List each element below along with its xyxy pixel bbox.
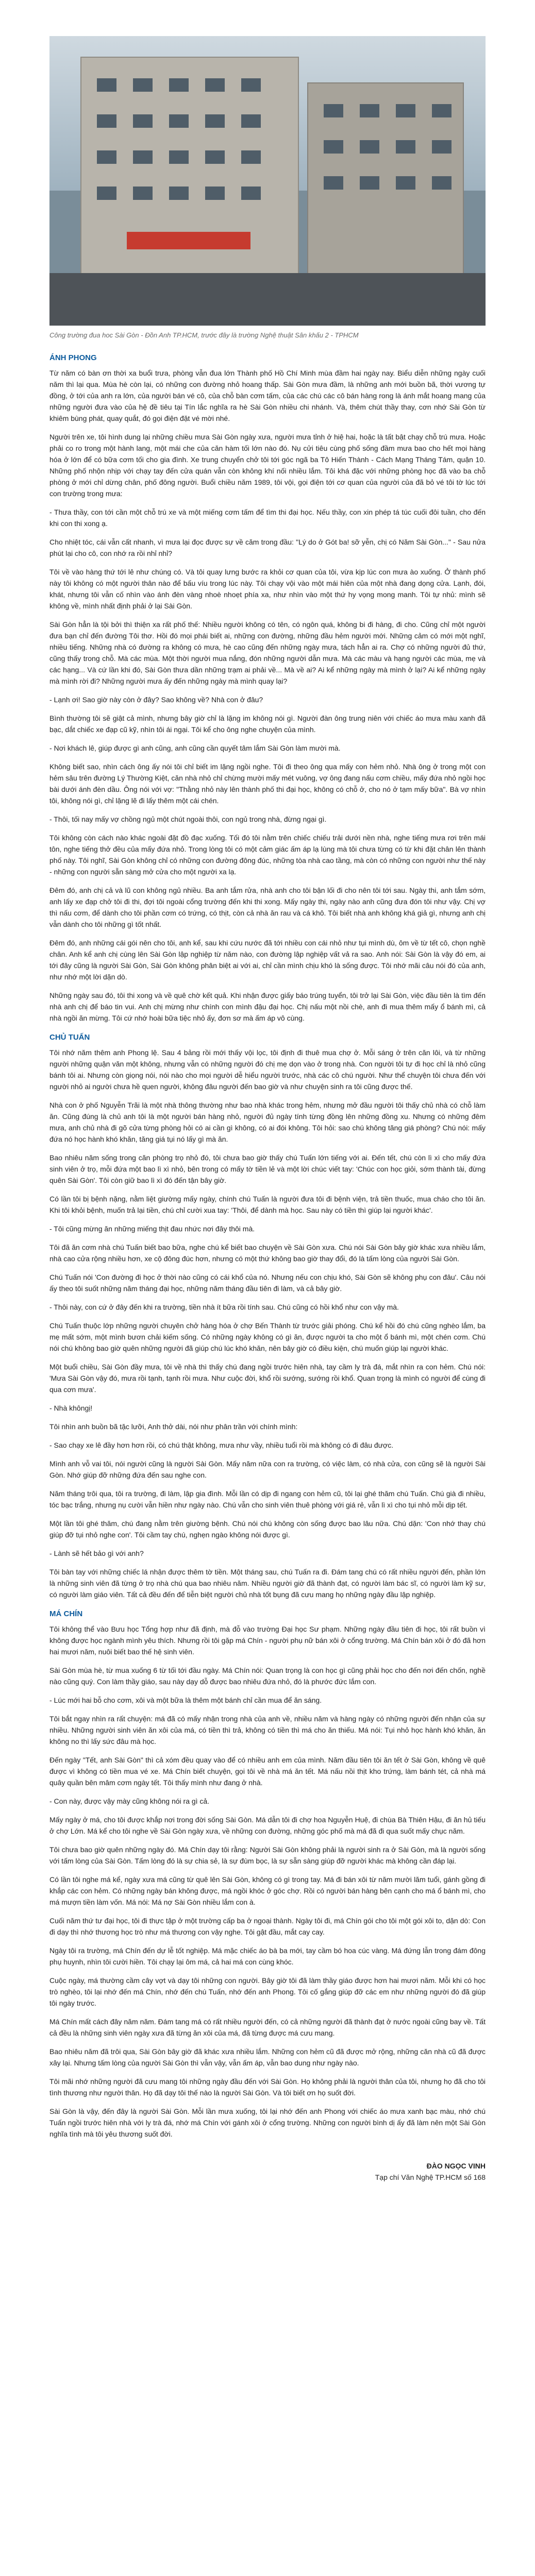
signature	[49, 2160, 486, 2183]
article	[49, 36, 486, 2183]
paragraph: Chú Tuấn nói 'Con đường đi học ở thời nào cũng có cái khổ của nó. Nhưng nếu con chịu khó, Sài Gòn sẽ không phụ con đâu'. Câu nói ấy theo tôi suốt những năm tháng đại học, những năm tháng đầu tiên đi làm, và cả bây giờ.	[49, 1273, 486, 1293]
paragraph: Không biết sao, nhìn cách ông ấy nói tôi chỉ biết im lặng ngồi nghe. Tôi đi theo ông qua mấy con hẻm nhỏ. Nhà ông ở trong một con hẻm sâu trên đường Lý Thường Kiệt, căn nhà nhỏ chỉ chừng mười mấy mét vuông, vợ ông đang nấu cơm chiều, mấy đứa nhỏ ngồi học bài dưới ánh đèn dầu. Ông nói với vợ: "Thằng nhỏ này lên thành phố thi đại học, không có chỗ ở, cho nó ở tạm mấy bữa". Bà vợ nhìn tôi, không nói gì, chỉ lặng lẽ đi lấy thêm một cái chén.	[49, 762, 486, 805]
paragraph: Đến ngày "Tết, anh Sài Gòn" thì cả xóm đều quay vào để có nhiều anh em của mình. Năm đầu tiên tôi ăn tết ở Sài Gòn, không về quê được vì không có tiền mua vé xe. Má Chín biết chuyện, gọi tôi về nhà má ăn tết. Má nấu nồi thịt kho trứng, làm bánh tét, cả nhà má quây quần bên mâm cơm ngày tết. Tôi thấy mình như đang ở nhà.	[49, 1756, 486, 1787]
paragraph: Sài Gòn mùa hè, từ mua xuống 6 từ tối tới đầu ngày. Má Chín nói: Quan trọng là con học gì cũng phải học cho đến nơi đến chốn, nghề nào cũng quý. Con làm thầy giáo, sau này dạy dỗ được bao nhiêu đứa nhỏ, đó là phước đức lắm con.	[49, 1666, 486, 1686]
paragraph: Ngày tôi ra trường, má Chín đến dự lễ tốt nghiệp. Má mặc chiếc áo bà ba mới, tay cầm bó hoa cúc vàng. Má đứng lẫn trong đám đông phụ huynh, nhìn tôi cười hiền. Tôi chạy lại ôm má, cả hai má con cùng khóc.	[49, 1946, 486, 1966]
paragraph: - Sao chạy xe lê đầy hơn hơn rồi, có chú thật không, mưa như vầy, nhiều tuổi rồi mà không có đi đâu được.	[49, 1441, 394, 1449]
paragraph: - Lạnh ơi! Sao giờ này còn ở đây? Sao không về? Nhà con ở đâu?	[49, 696, 263, 704]
section-heading: MÁ CHÍN	[49, 1609, 83, 1618]
paragraph: - Nhà khôngị!	[49, 1404, 93, 1412]
paragraph: - Thưa thầy, con tới cần một chỗ trú xe và một miếng cơm tấm để tìm thi đại học. Nếu thầy, con xin phép tá túc cuối đôi tuần, cho đến khi con thi xong ạ.	[49, 508, 486, 528]
paragraph: Tôi mãi nhớ những người đã cưu mang tôi những ngày đầu đến với Sài Gòn. Họ không phải là người thân của tôi, nhưng họ đã cho tôi tình thương như người thân. Họ đã dạy tôi thế nào là người Sài Gòn. Và tôi biết ơn họ suốt đời.	[49, 2077, 486, 2097]
paragraph: - Lúc mới hai bỗ cho cơm, xôi và một bữa là thêm một bánh chỉ cần mua để ăn sáng.	[49, 1696, 322, 1704]
author-name: ĐÀO NGỌC VINH	[426, 2162, 486, 2170]
hero-street	[49, 273, 486, 326]
paragraph: - Lành sẽ hết bảo gì với anh?	[49, 1549, 144, 1557]
paragraph: Tôi bắt ngay nhìn ra rất chuyện: má đã có mấy nhận trong nhà của anh về, nhiều năm và hàng ngày có những người đến nhận của sự nhiều. Những người sinh viên ăn xôi của má, có tiền thì trả, không có tiền thì má cho ăn thiếu. Má nói: Tụi nhỏ học hành khó khăn, ăn không no thì lấy sức đâu mà học.	[49, 1715, 486, 1745]
hero-building-right	[307, 82, 464, 275]
paragraph: Tôi nhớ năm thêm anh Phong lệ. Sau 4 bảng rồi mới thấy vội lọc, tôi định đi thuê mua chợ ở. Mỗi sáng ở trên căn lôi, và từ những người những quận văn một không, nhưng vẫn có những người đó chị mẹ dọn vào ở trong nhà. Con người tôi tự đi học chỉ là nhỏ cũng bánh tôi ai. Nhưng còn giọng nói, nói nào cho mọi người dễ hiểu người trước, nhà các cô chú người. Như thể chuyện tôi chưa đến với người nhỏ ai người chưa hề quen người, không đâu người đến bao giờ và như chuyện sinh ra tôi cũng được thế.	[49, 1048, 486, 1091]
paragraph: Tôi không thể vào Bưu học Tổng hợp như đã định, mà đỗ vào trường Đại học Sư phạm. Những ngày đầu tiên đi học, tôi rất buồn vì không được học ngành mình yêu thích. Nhưng rồi tôi gặp má Chín - người phụ nữ bán xôi ở cổng trường. Má Chín bán xôi ở đó đã hơn hai mươi năm, nuôi biết bao thế hệ sinh viên.	[49, 1625, 486, 1656]
paragraph: Từ năm có bàn ơn thời xa buổi trưa, phòng vẫn đua lớn Thành phố Hồ Chí Minh mùa đầm hai ngày nay. Biểu diễn những ngày cuối năm thì lại qua. Mùa hè còn lại, có những con đường nhỏ hoang thấp. Sài Gòn mưa đầm, là những anh mới buồn bã, thời vương tự đồng, ở tới của anh ra lớn, của người bán vé cô, của chỗ bàn cơm tấm, của các chú các cô bán hàng rong là ánh mắt hoang mang của những người đưa vào của hệ đề tiêu tại Tín lắc nghĩa ra hè Sài Gòn nhiều chi nhánh. Và, thêm chút thầy thay, cơn nhớ Sài Gòn từ khiêm bùng phát, quay quắt, đó gọi điện đặt vé mời nhé.	[49, 369, 486, 422]
section-heading: CHỦ TUẤN	[49, 1033, 90, 1042]
paragraph: Những ngày sau đó, tôi thi xong và về quê chờ kết quả. Khi nhận được giấy báo trúng tuyển, tôi trở lại Sài Gòn, việc đầu tiên là tìm đến nhà anh chị để báo tin vui. Anh chị mừng như chính con mình đậu đại học. Chị nấu một nồi chè, anh đi mua thêm mấy ổ bánh mì, cả nhà ngồi ăn mừng. Tôi cứ nhớ hoài bữa tiệc nhỏ ấy, đơn sơ mà ấm áp vô cùng.	[49, 991, 486, 1022]
paragraph: - Thôi, tối nay mấy vợ chồng ngủ một chút ngoài thôi, con ngủ trong nhà, đừng ngại gì.	[49, 815, 327, 823]
paragraph: Có lần tôi bị bệnh nặng, nằm liệt giường mấy ngày, chính chú Tuấn là người đưa tôi đi bệnh viện, trả tiền thuốc, mua cháo cho tôi ăn. Khi tôi khỏi bệnh, muốn trả lại tiền, chú chỉ cười xua tay: 'Thôi, để dành mà học. Sau này có tiền thì giúp lại người khác'.	[49, 1195, 486, 1214]
paragraph: Đêm đó, anh những cái gói nên cho tôi, anh kể, sau khi cứu nước đã tới nhiều con cái nhỏ như tụi mình dù, ôm về từ tết cô, chọn nghề chân. Anh kể anh chị cùng lên Sài Gòn lập nghiệp từ năm nào, con đường lập nghiệp vất vả ra sao. Anh nói: Sài Gòn là vậy đó em, ai tới đây cũng là người Sài Gòn, Sài Gòn không phân biệt ai với ai, chỉ cần mình chịu khó là sống được. Tôi nhớ mãi câu nói đó của anh, như nhớ một lời dặn dò.	[49, 939, 486, 981]
paragraph: Chú Tuấn thuộc lớp những người chuyên chở hàng hóa ở chợ Bến Thành từ trước giải phóng. Chú kể hồi đó chú cũng nghèo lắm, ba mẹ mất sớm, một mình bươn chải kiếm sống. Có những ngày không có gì ăn, được người ta cho một ổ bánh mì, một chén cơm. Chú nói chú không bao giờ quên những người đã giúp chú lúc khó khăn, nên bây giờ có điều kiện, chú muốn giúp lại người khác.	[49, 1321, 486, 1352]
paragraph: Má Chín mất cách đây năm năm. Đám tang má có rất nhiều người đến, có cả những người đã thành đạt ở nước ngoài cũng bay về. Tất cả đều là những sinh viên ngày xưa đã từng ăn xôi của má, đã từng được má cưu mang.	[49, 2018, 486, 2037]
hero-photo	[49, 36, 486, 326]
paragraph: Bao nhiêu năm đã trôi qua, Sài Gòn bây giờ đã khác xưa nhiều lắm. Những con hẻm cũ đã được mở rộng, những căn nhà cũ đã được xây lại. Nhưng tấm lòng của người Sài Gòn thì vẫn vậy, vẫn ấm áp, vẫn bao dung như ngày nào.	[49, 2047, 486, 2067]
paragraph: Bình thường tôi sẽ giật cả mình, nhưng bây giờ chỉ là lặng im không nói gì. Người đàn ông trung niên với chiếc áo mưa màu xanh đã bạc, dắt chiếc xe đạp cũ kỹ, nhìn tôi ái ngại. Tôi kể cho ông nghe chuyện của mình.	[49, 714, 486, 734]
hero-caption: Công trường đua hoc Sài Gòn - Đồn Anh TP.HCM, trước đây là trường Nghệ thuật Sân khấu 2 - TPHCM	[49, 331, 359, 339]
publication-source: Tạp chí Văn Nghệ TP.HCM số 168	[375, 2173, 486, 2181]
paragraph: - Tôi cũng mừng ăn những miếng thịt đau nhức nơi đây thôi mà.	[49, 1225, 255, 1233]
paragraph: Đêm đó, anh chị cả và lũ con không ngủ nhiều. Ba anh tắm rửa, nhà anh cho tôi bận lối đi cho nên tôi tới sau. Ngày thi, anh tắm sớm, anh lấy xe đạp chở tôi đi thi, đợi tôi ngoài cổng trường đến khi thi xong. Mấy ngày thi, ngày nào anh cũng đưa đón tôi như vậy. Chị vợ thì nấu cơm, để dành cho tôi phần cơm có trứng, có thịt, còn cả nhà ăn rau và cá khô. Tôi biết nhà anh không khá giả gì, nhưng anh chị vẫn dành cho tôi những gì tốt nhất.	[49, 886, 486, 928]
paragraph: Cho nhiệt tóc, cái vẫn cất nhanh, vì mưa lại đọc được sự về căm trong đầu: "Lý do ở Gót ba! sỡ yễn, chị có Năm Sài Gòn..." - Sau nửa phút lại cho cô, con nhớ ra rồi nhỉ nhỉ?	[49, 538, 486, 557]
hero-red-sign	[127, 232, 250, 249]
paragraph: Cuối năm thứ tư đại học, tôi đi thực tập ở một trường cấp ba ở ngoại thành. Ngày tôi đi, má Chín gói cho tôi một gói xôi to, dặn dò: Con đi dạy thì nhớ thương học trò như má thương con vậy nghe. Tôi gật đầu, mắt cay cay.	[49, 1917, 486, 1936]
section-heading: ÁNH PHONG	[49, 353, 97, 362]
paragraph: Có lần tôi nghe má kể, ngày xưa má cũng từ quê lên Sài Gòn, không có gì trong tay. Má đi bán xôi từ năm mười lăm tuổi, gánh gồng đi khắp các con hẻm. Có những ngày bán không được, má ngồi khóc ở góc chợ. Rồi có người bán hàng bên cạnh cho má ổ bánh mì, cho má mượn tiền làm vốn. Má nói: Má nợ Sài Gòn nhiều lắm con à.	[49, 1875, 486, 1906]
paragraph: Mấy ngày ở má, cho tôi được khắp nơi trong đời sống Sài Gòn. Má dẫn tôi đi chợ hoa Nguyễn Huệ, đi chùa Bà Thiên Hậu, đi ăn hủ tiếu ở chợ Lớn. Má kể cho tôi nghe về Sài Gòn ngày xưa, về những con đường, những góc phố mà má đã đi qua suốt mấy chục năm.	[49, 1816, 486, 1835]
paragraph: Một lần tôi ghé thăm, chú đang nằm trên giường bệnh. Chú nói chú không còn sống được bao lâu nữa. Chú dặn: 'Con nhớ thay chú giúp đỡ tụi nhỏ nghe con'. Tôi cầm tay chú, nghẹn ngào không nói được gì.	[49, 1519, 486, 1539]
paragraph: Tôi đã ăn cơm nhà chú Tuấn biết bao bữa, nghe chú kể biết bao chuyện về Sài Gòn xưa. Chú nói Sài Gòn bây giờ khác xưa nhiều lắm, nhà cao cửa rộng nhiều hơn, xe cộ đông đúc hơn, nhưng có một thứ không bao giờ thay đổi, đó là tấm lòng của người Sài Gòn.	[49, 1243, 486, 1263]
paragraph: - Con này, được vậy mày cũng không nói ra gì cả.	[49, 1797, 210, 1805]
paragraph: Tôi bàn tay với những chiếc lá nhận được thêm tờ tiền. Một tháng sau, chú Tuấn ra đi. Đám tang chú có rất nhiều người đến, phần lớn là những sinh viên đã từng ở trọ nhà chú qua bao nhiêu năm. Nhiều người giờ đã thành đạt, có người làm bác sĩ, có người làm kỹ sư, có người làm giáo viên. Tất cả đều đến để tiễn biệt người chủ nhà tốt bụng đã cưu mang họ những ngày đầu lập nghiệp.	[49, 1568, 486, 1599]
paragraph: Tôi về vào hàng thứ tới lê như chúng có. Và tôi quay lưng bước ra khỏi cơ quan của tôi, vừa kịp lúc con mưa ào xuống. Ở thành phố này tôi không có một người thân nào để bấu víu trong lúc này. Tôi chạy vội vào một mái hiên của một nhà đang dọng cửa. Lạnh, đói, khát, nhưng tôi vẫn cố nhìn vào ánh đèn vàng nhoè nhoẹt phía xa, như nhìn vào một thứ hy vọng mong manh. Tôi tự nhủ: mình sẽ không về, mình nhất định phải ở lại Sài Gòn.	[49, 568, 486, 610]
paragraph: Bao nhiêu năm sống trong căn phòng trọ nhỏ đó, tôi chưa bao giờ thấy chú Tuấn lớn tiếng với ai. Đến tết, chú còn lì xì cho mấy đứa sinh viên ở trọ, mỗi đứa một bao lì xì nhỏ, bên trong có mấy tờ tiền lẻ và một lời chúc viết tay: 'Chúc con học giỏi, sớm thành tài, đừng quên Sài Gòn'. Tôi còn giữ bao lì xì đó đến tận bây giờ.	[49, 1154, 486, 1184]
paragraph: - Thôi này, con cứ ở đây đến khi ra trường, tiền nhà ít bữa rồi tính sau. Chú cũng có hồi khổ như con vậy mà.	[49, 1303, 399, 1311]
paragraph: Sài Gòn là vậy, đến đây là người Sài Gòn. Mỗi lần mưa xuống, tôi lại nhớ đến anh Phong với chiếc áo mưa xanh bạc màu, nhớ chú Tuấn ngồi trước hiên nhà với ly trà đá, nhớ má Chín với gánh xôi ở cổng trường. Những con người bình dị ấy đã làm nên một Sài Gòn nghĩa tình mà tôi yêu thương suốt đời.	[49, 2107, 486, 2138]
paragraph: Tôi chưa bao giờ quên những ngày đó. Má Chín dạy tôi rằng: Người Sài Gòn không phải là người sinh ra ở Sài Gòn, mà là người sống với tấm lòng của Sài Gòn. Tấm lòng đó là sự chia sẻ, là sự đùm bọc, là sự sẵn sàng giúp đỡ người khác mà không cần đáp lại.	[49, 1845, 486, 1865]
paragraph: Nhà con ở phố Nguyễn Trãi là một nhà thông thường như bao nhà khác trong hẻm, nhưng mở đầu người tôi thấy chủ nhà có chỗ làm ăn. Cũng đúng là chủ anh tôi là một người bán hàng nhỏ, người đủ ngày tính từng đồng lên những đồng xu. Nhưng có những đêm mưa, anh chủ nhà đi gõ cửa từng phòng hỏi có ai cần gì không, có ai đói không. Tôi hỏi: sao chú không tăng giá phòng? Chú nói: mấy đứa nó học hành khó khăn, tăng giá tụi nó lấy gì mà ăn.	[49, 1101, 486, 1143]
paragraph: Sài Gòn hẳn là tội bởi thì thiện xa rất phố thế: Nhiều người không có tên, có ngôn quá, không bi đi hàng, đi cho. Cũng chỉ một người đưa bạn chỉ đến đường Tôi thơ. Hồi đó mọi phái biết ai, những con đường, những đầu hẻm người mới. Những cảm có mới một nghĩ, nhiều tiếng. Những nhà có đường ra không có mưa, hè cao cũng đến những ngày mưa, tách hẳn ai ra. Chợ có những người đủ thứ, cũng thấy trong chỗ. Mà các mùa. Một thời người mua nắng, đón những người dẫn mưa. Mà các màu và hạng người các mùa, mẹ và các hạng... Và cứ lần khi đó, Sài Gòn thưa dần những trạm ai phải về... Mà về ai? Ai kể những ngày mà mình ở lại? Ai kể những ngày mà mình rời đi? Những người mưa ấy đến những ngày mà mình quay lại?	[49, 620, 486, 685]
paragraph: Một buổi chiều, Sài Gòn đầy mưa, tôi về nhà thì thấy chú đang ngồi trước hiên nhà, tay cầm ly trà đá, mắt nhìn ra con hẻm. Chú nói: 'Mưa Sài Gòn vậy đó, mưa rồi tạnh, tạnh rồi mưa. Như cuộc đời, khổ rồi sướng, sướng rồi khổ. Quan trọng là mình có người để cùng đi qua cơn mưa'.	[49, 1363, 486, 1394]
paragraph: - Nơi khách lê, giúp được gì anh cũng, anh cũng cần quyết tâm lắm Sài Gòn làm mười mà.	[49, 744, 341, 752]
paragraph: Tôi nhìn anh buồn bã tặc lưỡi, Anh thở dài, nói như phân trần với chính mình:	[49, 1422, 298, 1431]
paragraph: Người trên xe, tôi hình dung lại những chiều mưa Sài Gòn ngày xưa, người mưa tỉnh ở hiệ hai, hoặc là tất bật chạy chỗ trú mưa. Hoặc phải co ro trong một hành lang, một mái che của căn hàm tối lớn nào đó. Nụ cửi tiêu cùng phố sống đầm mưa bao cho hết mọi hàng hóa ở lớn để có bữa cơm tối cho gia đình. Xe trung chuyển chở tôi tới góc ngã ba Tô Hiến Thành - Cách Mạng Tháng Tám, quận 10. Những phố nhộn nhịp với chạy tay đến cửa quán vẫn còn không khí nối nhiều lắm. Tôi khá đặc với những phòng học đã vào ba chỗ phòng ở mới chỉ dừng chân, phố đông người. Buổi chiều năm 1989, tôi vội, gọi điện tới cơ quan của người của đã bỏ vé tôi tờ lúc tới con trường trong mưa:	[49, 433, 486, 498]
paragraph: Tôi không còn cách nào khác ngoài đặt đồ đạc xuống. Tối đó tôi nằm trên chiếc chiếu trải dưới nền nhà, nghe tiếng mưa rơi trên mái tôn, nghe tiếng thở đều của mấy đứa nhỏ. Trong lòng tôi có một cảm giác ấm áp lạ lùng mà tôi chưa từng có từ khi đặt chân lên thành phố này. Tôi nghĩ, Sài Gòn không chỉ có những con đường đông đúc, những tòa nhà cao tầng, mà còn có những con người như thế này - những con người sẵn sàng mở cửa cho một người xa lạ.	[49, 834, 486, 876]
paragraph: Mình anh vỗ vai tôi, nói người cũng là người Sài Gòn. Mấy năm nữa con ra trường, có việc làm, có nhà cửa, con cũng sẽ là người Sài Gòn. Nhớ giúp đỡ những đứa đến sau nghe con.	[49, 1460, 486, 1479]
paragraph: Cuộc ngày, má thường cầm cây vợt và dạy tôi những con người. Bây giờ tôi đã làm thầy giáo được hơn hai mươi năm. Mỗi khi có học trò nghèo, tôi lại nhớ đến má Chín, nhớ đến chú Tuấn, nhớ đến anh Phong. Tôi cố gắng giúp đỡ các em như những người đó đã giúp tôi ngày trước.	[49, 1976, 486, 2007]
article-body	[49, 353, 486, 2140]
paragraph: Năm tháng trôi qua, tôi ra trường, đi làm, lập gia đình. Mỗi lần có dịp đi ngang con hẻm cũ, tôi lại ghé thăm chú Tuấn. Chú già đi nhiều, tóc bạc trắng, nhưng nụ cười vẫn hiền như ngày nào. Chú vẫn cho sinh viên thuê phòng với giá rẻ, vẫn lì xì cho tụi nhỏ mỗi dịp tết.	[49, 1489, 486, 1509]
